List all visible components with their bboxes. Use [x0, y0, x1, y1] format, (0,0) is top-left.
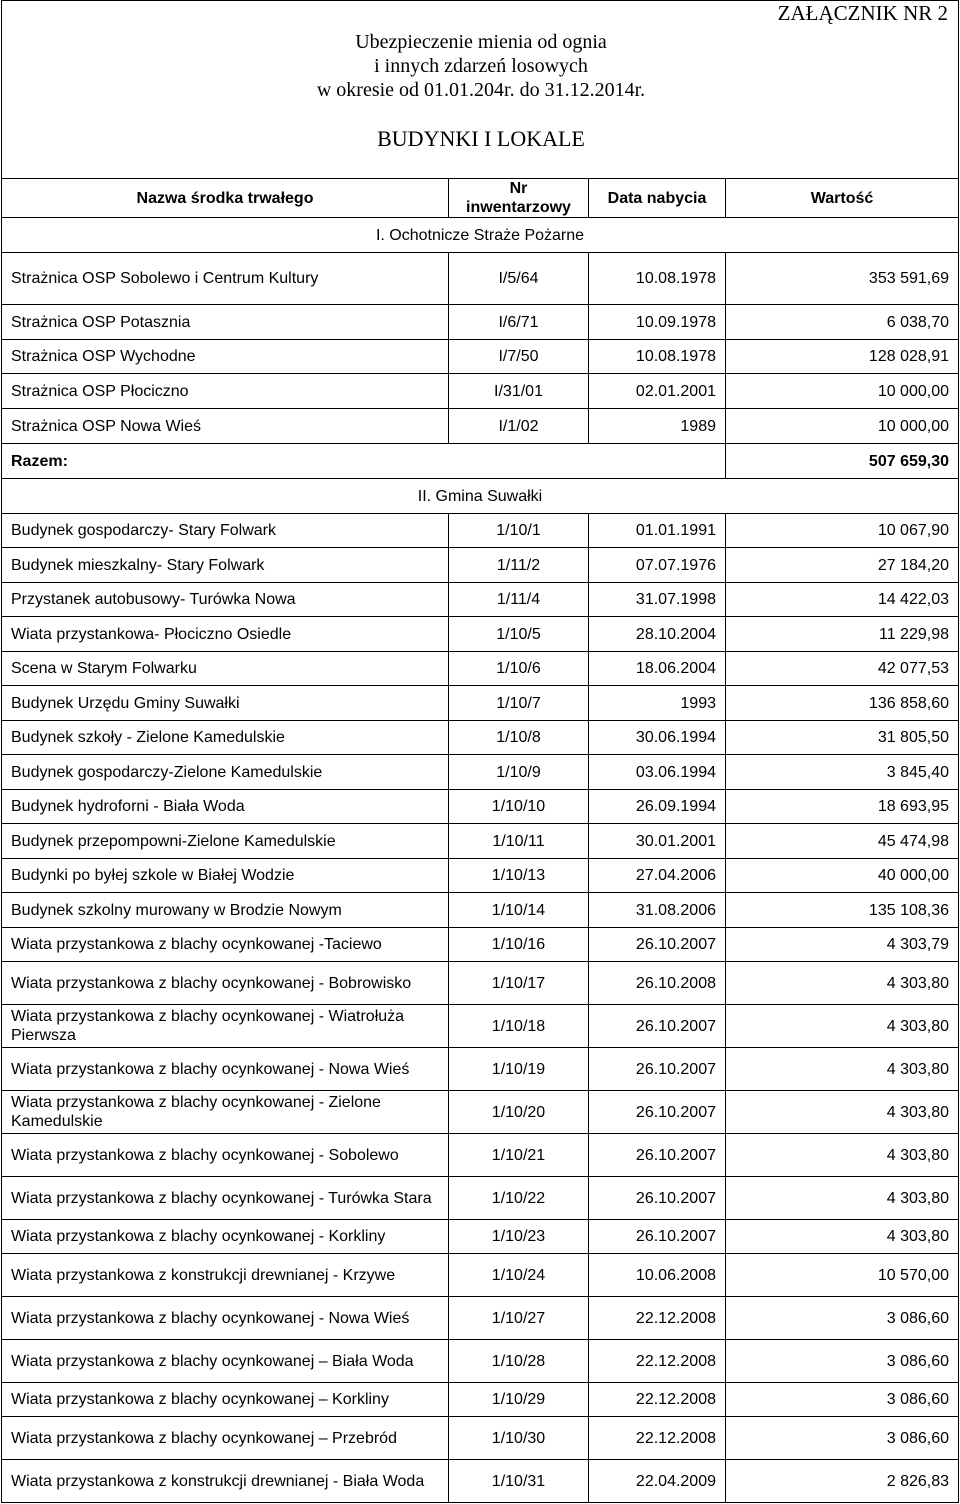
inventory-number: 1/10/27: [449, 1297, 589, 1340]
asset-name: Wiata przystankowa z blachy ocynkowanej - Sobolewo: [2, 1134, 449, 1177]
asset-name: Scena w Starym Folwarku: [2, 652, 449, 686]
assets-table: [1, 0, 959, 1503]
inventory-number: 1/10/20: [449, 1091, 589, 1134]
acquisition-date: 1993: [589, 686, 726, 721]
table-row: [2, 824, 959, 859]
column-header-inventory: Nr inwentarzowy: [449, 179, 589, 218]
asset-name: Wiata przystankowa z blachy ocynkowanej - Turówka Stara: [2, 1177, 449, 1220]
asset-value: 10 067,90: [726, 514, 959, 548]
table-row: [2, 1134, 959, 1177]
column-header-name: Nazwa środka trwałego: [2, 179, 449, 218]
asset-name: Budynek przepompowni-Zielone Kamedulskie: [2, 824, 449, 859]
asset-value: 10 000,00: [726, 374, 959, 409]
inventory-number: 1/10/19: [449, 1048, 589, 1091]
acquisition-date: 03.06.1994: [589, 755, 726, 790]
table-row: [2, 1177, 959, 1220]
asset-name: Budynek szkolny murowany w Brodzie Nowym: [2, 893, 449, 928]
asset-value: 11 229,98: [726, 617, 959, 652]
table-row: [2, 721, 959, 755]
title-line-3: w okresie od 01.01.204r. do 31.12.2014r.: [316, 79, 646, 101]
acquisition-date: 26.10.2007: [589, 1091, 726, 1134]
acquisition-date: 26.10.2007: [589, 928, 726, 962]
asset-value: 3 086,60: [726, 1297, 959, 1340]
inventory-number: 1/10/31: [449, 1460, 589, 1503]
column-header-row: [2, 179, 959, 218]
table-row: [2, 1297, 959, 1340]
table-row: [2, 617, 959, 652]
acquisition-date: 31.08.2006: [589, 893, 726, 928]
asset-value: 40 000,00: [726, 859, 959, 893]
table-row: [2, 1048, 959, 1091]
acquisition-date: 10.08.1978: [589, 253, 726, 305]
acquisition-date: 30.06.1994: [589, 721, 726, 755]
table-row: [2, 1383, 959, 1417]
table-row: [2, 928, 959, 962]
table-row: [2, 859, 959, 893]
asset-name: Wiata przystankowa z blachy ocynkowanej – Przebród: [2, 1417, 449, 1460]
asset-name: Strażnica OSP Wychodne: [2, 340, 449, 374]
title-line-1: Ubezpieczenie mienia od ognia: [355, 31, 607, 53]
table-row: [2, 340, 959, 374]
asset-value: 10 570,00: [726, 1254, 959, 1297]
table-row: [2, 409, 959, 444]
total-label: Razem:: [2, 444, 726, 479]
asset-name: Strażnica OSP Potasznia: [2, 305, 449, 340]
asset-name: Wiata przystankowa z blachy ocynkowanej – Korkliny: [2, 1383, 449, 1417]
acquisition-date: 10.06.2008: [589, 1254, 726, 1297]
asset-name: Budynki po byłej szkole w Białej Wodzie: [2, 859, 449, 893]
acquisition-date: 26.10.2007: [589, 1177, 726, 1220]
inventory-number: 1/11/2: [449, 548, 589, 583]
section-title-gmina: II. Gmina Suwałki: [2, 479, 959, 514]
table-row: [2, 1005, 959, 1048]
asset-value: 4 303,80: [726, 1177, 959, 1220]
asset-value: 3 086,60: [726, 1417, 959, 1460]
asset-value: 4 303,80: [726, 962, 959, 1005]
inventory-number: 1/10/5: [449, 617, 589, 652]
acquisition-date: 27.04.2006: [589, 859, 726, 893]
title-line-2: i innych zdarzeń losowych: [374, 55, 588, 77]
asset-name: Strażnica OSP Nowa Wieś: [2, 409, 449, 444]
asset-value: 3 845,40: [726, 755, 959, 790]
acquisition-date: 26.10.2007: [589, 1134, 726, 1177]
table-row: [2, 755, 959, 790]
table-row: [2, 1460, 959, 1503]
asset-name: Budynek gospodarczy-Zielone Kamedulskie: [2, 755, 449, 790]
document-header-row: [2, 1, 959, 179]
asset-value: 6 038,70: [726, 305, 959, 340]
inventory-number: I/6/71: [449, 305, 589, 340]
acquisition-date: 22.12.2008: [589, 1383, 726, 1417]
acquisition-date: 10.09.1978: [589, 305, 726, 340]
inventory-number: 1/10/28: [449, 1340, 589, 1383]
acquisition-date: 22.04.2009: [589, 1460, 726, 1503]
inventory-number: I/7/50: [449, 340, 589, 374]
asset-value: 353 591,69: [726, 253, 959, 305]
column-header-date: Data nabycia: [589, 179, 726, 218]
asset-name: Budynek gospodarczy- Stary Folwark: [2, 514, 449, 548]
acquisition-date: 26.10.2007: [589, 1220, 726, 1254]
asset-value: 4 303,80: [726, 1048, 959, 1091]
inventory-number: I/5/64: [449, 253, 589, 305]
inventory-number: 1/10/23: [449, 1220, 589, 1254]
table-row: [2, 1091, 959, 1134]
acquisition-date: 26.09.1994: [589, 790, 726, 824]
table-row: [2, 374, 959, 409]
inventory-number: 1/10/9: [449, 755, 589, 790]
table-row: [2, 962, 959, 1005]
asset-name: Wiata przystankowa z blachy ocynkowanej - Zielone Kamedulskie: [2, 1091, 449, 1134]
inventory-number: 1/10/6: [449, 652, 589, 686]
acquisition-date: 02.01.2001: [589, 374, 726, 409]
asset-value: 135 108,36: [726, 893, 959, 928]
inventory-number: 1/10/24: [449, 1254, 589, 1297]
acquisition-date: 1989: [589, 409, 726, 444]
asset-value: 136 858,60: [726, 686, 959, 721]
table-row: [2, 790, 959, 824]
inventory-number: 1/10/11: [449, 824, 589, 859]
inventory-number: 1/10/1: [449, 514, 589, 548]
asset-value: 31 805,50: [726, 721, 959, 755]
table-row: [2, 1417, 959, 1460]
asset-value: 3 086,60: [726, 1383, 959, 1417]
table-row: [2, 1340, 959, 1383]
asset-name: Wiata przystankowa z blachy ocynkowanej – Biała Woda: [2, 1340, 449, 1383]
asset-value: 4 303,80: [726, 1091, 959, 1134]
acquisition-date: 22.12.2008: [589, 1340, 726, 1383]
asset-name: Wiata przystankowa z konstrukcji drewnianej - Krzywe: [2, 1254, 449, 1297]
acquisition-date: 30.01.2001: [589, 824, 726, 859]
inventory-number: 1/10/14: [449, 893, 589, 928]
acquisition-date: 10.08.1978: [589, 340, 726, 374]
inventory-number: 1/11/4: [449, 583, 589, 617]
section-title-osp-row: [2, 218, 959, 253]
inventory-number: 1/10/22: [449, 1177, 589, 1220]
asset-value: 4 303,80: [726, 1005, 959, 1048]
acquisition-date: 22.12.2008: [589, 1297, 726, 1340]
asset-name: Wiata przystankowa z blachy ocynkowanej - Bobrowisko: [2, 962, 449, 1005]
acquisition-date: 18.06.2004: [589, 652, 726, 686]
asset-name: Wiata przystankowa z blachy ocynkowanej - Korkliny: [2, 1220, 449, 1254]
asset-value: 14 422,03: [726, 583, 959, 617]
asset-name: Wiata przystankowa z konstrukcji drewnianej - Biała Woda: [2, 1460, 449, 1503]
acquisition-date: 22.12.2008: [589, 1417, 726, 1460]
inventory-number: 1/10/29: [449, 1383, 589, 1417]
acquisition-date: 01.01.1991: [589, 514, 726, 548]
table-row: [2, 305, 959, 340]
acquisition-date: 26.10.2007: [589, 1005, 726, 1048]
inventory-number: 1/10/7: [449, 686, 589, 721]
table-row: [2, 1220, 959, 1254]
table-row: [2, 893, 959, 928]
asset-name: Wiata przystankowa- Płociczno Osiedle: [2, 617, 449, 652]
section-title-gmina-row: [2, 479, 959, 514]
asset-name: Budynek szkoły - Zielone Kamedulskie: [2, 721, 449, 755]
inventory-number: 1/10/16: [449, 928, 589, 962]
asset-value: 10 000,00: [726, 409, 959, 444]
inventory-number: 1/10/30: [449, 1417, 589, 1460]
table-row: [2, 583, 959, 617]
asset-name: Budynek mieszkalny- Stary Folwark: [2, 548, 449, 583]
inventory-number: 1/10/17: [449, 962, 589, 1005]
document-header: [2, 1, 959, 179]
asset-value: 4 303,80: [726, 1134, 959, 1177]
inventory-number: I/1/02: [449, 409, 589, 444]
inventory-number: 1/10/13: [449, 859, 589, 893]
acquisition-date: 07.07.1976: [589, 548, 726, 583]
asset-value: 2 826,83: [726, 1460, 959, 1503]
acquisition-date: 26.10.2007: [589, 1048, 726, 1091]
inventory-number: 1/10/10: [449, 790, 589, 824]
inventory-number: 1/10/21: [449, 1134, 589, 1177]
asset-value: 128 028,91: [726, 340, 959, 374]
table-row: [2, 548, 959, 583]
table-row: [2, 1254, 959, 1297]
asset-name: Budynek Urzędu Gminy Suwałki: [2, 686, 449, 721]
assets-table-body: [2, 1, 959, 1503]
acquisition-date: 28.10.2004: [589, 617, 726, 652]
asset-name: Przystanek autobusowy- Turówka Nowa: [2, 583, 449, 617]
acquisition-date: 31.07.1998: [589, 583, 726, 617]
table-row: [2, 686, 959, 721]
asset-value: 3 086,60: [726, 1340, 959, 1383]
total-row: [2, 444, 959, 479]
table-row: [2, 253, 959, 305]
annex-number: ZAŁĄCZNIK NR 2: [777, 1, 948, 25]
column-header-value: Wartość: [726, 179, 959, 218]
asset-name: Strażnica OSP Sobolewo i Centrum Kultury: [2, 253, 449, 305]
inventory-number: I/31/01: [449, 374, 589, 409]
total-value: 507 659,30: [726, 444, 959, 479]
asset-value: 27 184,20: [726, 548, 959, 583]
table-row: [2, 514, 959, 548]
asset-value: 45 474,98: [726, 824, 959, 859]
inventory-number: 1/10/8: [449, 721, 589, 755]
asset-name: Strażnica OSP Płociczno: [2, 374, 449, 409]
asset-value: 4 303,80: [726, 1220, 959, 1254]
asset-value: 42 077,53: [726, 652, 959, 686]
acquisition-date: 26.10.2008: [589, 962, 726, 1005]
asset-name: Wiata przystankowa z blachy ocynkowanej - Nowa Wieś: [2, 1048, 449, 1091]
asset-name: Wiata przystankowa z blachy ocynkowanej - Nowa Wieś: [2, 1297, 449, 1340]
inventory-number: 1/10/18: [449, 1005, 589, 1048]
asset-name: Budynek hydroforni - Biała Woda: [2, 790, 449, 824]
asset-value: 4 303,79: [726, 928, 959, 962]
table-row: [2, 652, 959, 686]
section-title-osp: I. Ochotnicze Straże Pożarne: [2, 218, 959, 253]
asset-name: Wiata przystankowa z blachy ocynkowanej - Wiatrołuża Pierwsza: [2, 1005, 449, 1048]
asset-value: 18 693,95: [726, 790, 959, 824]
section-heading: BUDYNKI I LOKALE: [377, 126, 585, 151]
asset-name: Wiata przystankowa z blachy ocynkowanej -Taciewo: [2, 928, 449, 962]
